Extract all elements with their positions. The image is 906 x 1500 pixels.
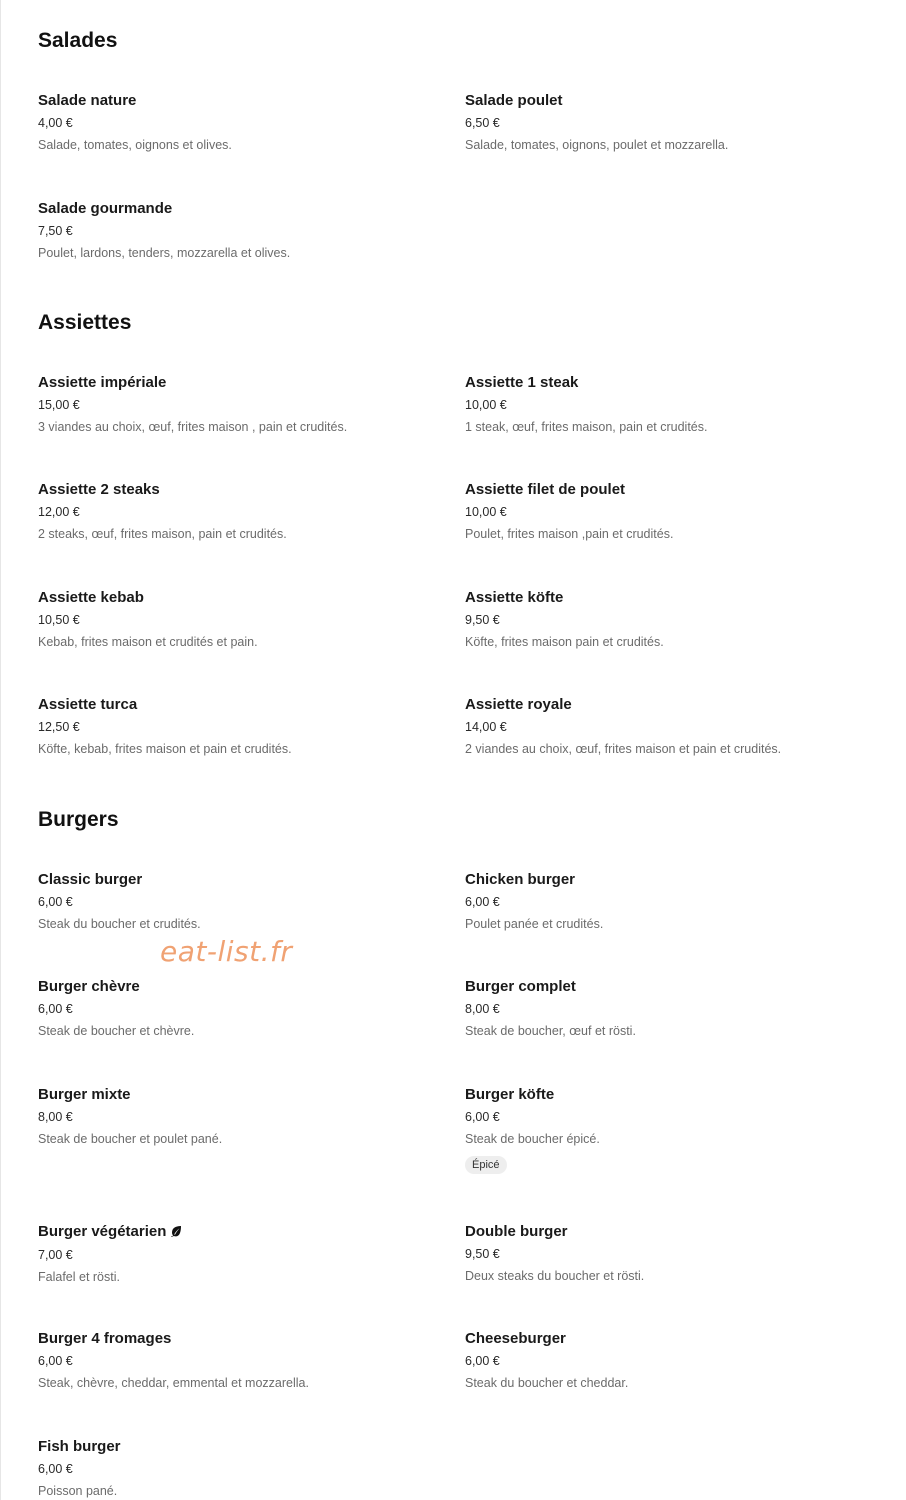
menu-item-fish-burger[interactable] bbox=[38, 1438, 438, 1499]
item-price: 10,00 € bbox=[465, 505, 507, 519]
item-name-text: Assiette köfte bbox=[465, 589, 564, 606]
menu-item-burger-kofte[interactable] bbox=[465, 1086, 865, 1174]
item-description: Falafel et rösti. bbox=[38, 1270, 120, 1284]
section-title-burgers: Burgers bbox=[38, 808, 119, 831]
item-name-text: Salade poulet bbox=[465, 92, 563, 109]
item-name bbox=[465, 696, 865, 714]
section-title-salades: Salades bbox=[38, 29, 118, 52]
item-price: 7,50 € bbox=[38, 224, 73, 238]
item-name bbox=[465, 374, 865, 392]
item-name bbox=[38, 978, 438, 996]
item-description: Steak de boucher épicé. bbox=[465, 1132, 600, 1146]
menu-item-assiette-2-steaks[interactable] bbox=[38, 481, 438, 542]
item-name bbox=[465, 978, 865, 996]
menu-item-assiette-turca[interactable] bbox=[38, 696, 438, 757]
item-description: Poisson pané. bbox=[38, 1484, 118, 1498]
item-description: Köfte, frites maison pain et crudités. bbox=[465, 635, 664, 649]
item-name-text: Double burger bbox=[465, 1223, 568, 1240]
item-price: 8,00 € bbox=[38, 1110, 73, 1124]
item-name bbox=[465, 92, 865, 110]
item-price: 4,00 € bbox=[38, 116, 73, 130]
menu-item-assiette-kofte[interactable] bbox=[465, 589, 865, 650]
item-description: Poulet, lardons, tenders, mozzarella et olives. bbox=[38, 246, 291, 260]
spicy-badge: Épicé bbox=[465, 1156, 507, 1174]
menu-item-salade-poulet[interactable] bbox=[465, 92, 865, 153]
item-price: 14,00 € bbox=[465, 720, 507, 734]
item-price: 6,00 € bbox=[465, 895, 500, 909]
item-name bbox=[38, 1223, 438, 1242]
item-description: Steak de boucher et poulet pané. bbox=[38, 1132, 223, 1146]
item-name bbox=[38, 1438, 438, 1456]
item-name bbox=[465, 481, 865, 499]
item-description: Poulet panée et crudités. bbox=[465, 917, 604, 931]
item-description: Salade, tomates, oignons, poulet et mozzarella. bbox=[465, 138, 729, 152]
item-name bbox=[465, 1330, 865, 1348]
item-name-text: Burger 4 fromages bbox=[38, 1330, 172, 1347]
item-price: 9,50 € bbox=[465, 1247, 500, 1261]
item-name-text: Assiette royale bbox=[465, 696, 572, 713]
item-price: 6,00 € bbox=[38, 1462, 73, 1476]
item-description: 2 steaks, œuf, frites maison, pain et crudités. bbox=[38, 527, 287, 541]
item-name-text: Salade nature bbox=[38, 92, 137, 109]
menu-item-cheeseburger[interactable] bbox=[465, 1330, 865, 1391]
item-description: Steak du boucher et cheddar. bbox=[465, 1376, 629, 1390]
menu-item-assiette-imperiale[interactable] bbox=[38, 374, 438, 435]
item-name-text: Burger mixte bbox=[38, 1086, 131, 1103]
item-name bbox=[465, 1086, 865, 1104]
item-description: Poulet, frites maison ,pain et crudités. bbox=[465, 527, 674, 541]
item-name bbox=[38, 1330, 438, 1348]
item-name-text: Assiette kebab bbox=[38, 589, 144, 606]
item-name-text: Burger chèvre bbox=[38, 978, 140, 995]
item-name bbox=[38, 92, 438, 110]
item-price: 6,50 € bbox=[465, 116, 500, 130]
item-price: 15,00 € bbox=[38, 398, 80, 412]
leaf-icon bbox=[170, 1224, 182, 1242]
item-name bbox=[465, 589, 865, 607]
item-price: 6,00 € bbox=[38, 895, 73, 909]
item-price: 6,00 € bbox=[38, 1354, 73, 1368]
item-price: 6,00 € bbox=[38, 1002, 73, 1016]
menu-item-assiette-1-steak[interactable] bbox=[465, 374, 865, 435]
item-name bbox=[38, 696, 438, 714]
item-name-text: Chicken burger bbox=[465, 871, 576, 888]
menu-item-salade-nature[interactable] bbox=[38, 92, 438, 153]
item-name-text: Classic burger bbox=[38, 871, 143, 888]
item-name bbox=[38, 481, 438, 499]
item-name-text: Assiette filet de poulet bbox=[465, 481, 626, 498]
item-name bbox=[38, 200, 438, 218]
item-name-text: Assiette 2 steaks bbox=[38, 481, 160, 498]
item-description: Steak de boucher et chèvre. bbox=[38, 1024, 195, 1038]
menu-item-burger-vegetarien[interactable] bbox=[38, 1223, 438, 1285]
menu-item-salade-gourmande[interactable] bbox=[38, 200, 438, 261]
item-name-text: Burger köfte bbox=[465, 1086, 555, 1103]
item-name-text: Burger végétarien bbox=[38, 1223, 167, 1240]
menu-item-burger-mixte[interactable] bbox=[38, 1086, 438, 1147]
item-name-text: Cheeseburger bbox=[465, 1330, 566, 1347]
item-description: Kebab, frites maison et crudités et pain. bbox=[38, 635, 258, 649]
item-name-text: Assiette 1 steak bbox=[465, 374, 579, 391]
item-description: Steak du boucher et crudités. bbox=[38, 917, 201, 931]
item-name-text: Salade gourmande bbox=[38, 200, 173, 217]
item-description: 1 steak, œuf, frites maison, pain et crudités. bbox=[465, 420, 708, 434]
item-price: 8,00 € bbox=[465, 1002, 500, 1016]
section-title-assiettes: Assiettes bbox=[38, 311, 132, 334]
menu-item-assiette-filet-de-poulet[interactable] bbox=[465, 481, 865, 542]
item-price: 12,00 € bbox=[38, 505, 80, 519]
item-price: 6,00 € bbox=[465, 1110, 500, 1124]
menu-item-chicken-burger[interactable] bbox=[465, 871, 865, 932]
menu-item-assiette-royale[interactable] bbox=[465, 696, 865, 757]
item-name bbox=[38, 589, 438, 607]
item-price: 10,50 € bbox=[38, 613, 80, 627]
item-description: Deux steaks du boucher et rösti. bbox=[465, 1269, 645, 1283]
item-name bbox=[465, 871, 865, 889]
item-description: Salade, tomates, oignons et olives. bbox=[38, 138, 232, 152]
item-name-text: Assiette turca bbox=[38, 696, 138, 713]
item-description: Steak, chèvre, cheddar, emmental et mozzarella. bbox=[38, 1376, 309, 1390]
item-name bbox=[38, 871, 438, 889]
item-description: Köfte, kebab, frites maison et pain et crudités. bbox=[38, 742, 292, 756]
item-name bbox=[38, 1086, 438, 1104]
menu-item-burger-4-fromages[interactable] bbox=[38, 1330, 438, 1391]
item-price: 12,50 € bbox=[38, 720, 80, 734]
item-description: Steak de boucher, œuf et rösti. bbox=[465, 1024, 636, 1038]
watermark: eat-list.fr bbox=[160, 935, 293, 968]
menu-item-double-burger[interactable] bbox=[465, 1223, 865, 1284]
item-price: 6,00 € bbox=[465, 1354, 500, 1368]
item-description: 2 viandes au choix, œuf, frites maison et pain et crudités. bbox=[465, 742, 782, 756]
item-price: 10,00 € bbox=[465, 398, 507, 412]
menu-item-burger-complet[interactable] bbox=[465, 978, 865, 1039]
item-description: 3 viandes au choix, œuf, frites maison , pain et crudités. bbox=[38, 420, 348, 434]
menu-item-assiette-kebab[interactable] bbox=[38, 589, 438, 650]
item-name-text: Fish burger bbox=[38, 1438, 121, 1455]
menu-item-burger-chevre[interactable] bbox=[38, 978, 438, 1039]
item-name-text: Assiette impériale bbox=[38, 374, 167, 391]
item-name bbox=[38, 374, 438, 392]
menu-item-classic-burger[interactable] bbox=[38, 871, 438, 932]
item-price: 7,00 € bbox=[38, 1248, 73, 1262]
item-name-text: Burger complet bbox=[465, 978, 576, 995]
item-price: 9,50 € bbox=[465, 613, 500, 627]
item-name bbox=[465, 1223, 865, 1241]
